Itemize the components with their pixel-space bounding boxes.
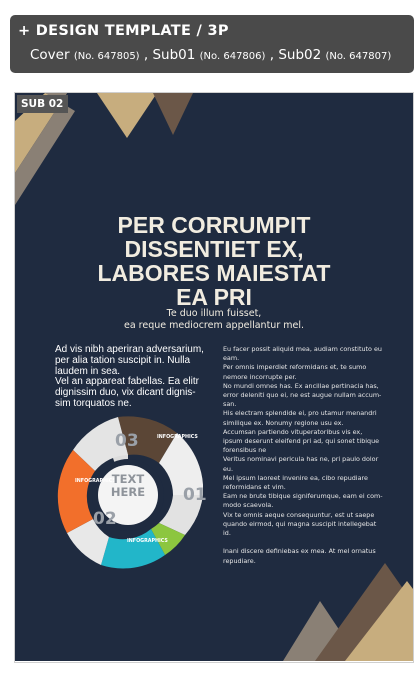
segment-label: INFOGRAPHICS	[75, 479, 116, 484]
page-badge: SUB 02	[17, 95, 68, 113]
triangle-shape	[153, 93, 193, 135]
triangle-shape	[97, 93, 157, 138]
body-line: Eam ne brute tibique signiferumque, eam ei com-	[223, 492, 383, 501]
body-line: nemore incorrupte per.	[223, 372, 297, 381]
body-line: Per omnis imperdiet reformidans et, te sumo	[223, 363, 367, 372]
page-number-sub01: (No. 647806)	[199, 51, 266, 62]
body-line: eu.	[223, 464, 234, 473]
page-separator: ,	[269, 47, 275, 63]
lead-line: laudem in sea.	[55, 365, 121, 377]
segment-label: INFOGRAPHICS	[157, 435, 198, 440]
body-line: Veritus nominavi pericula has ne, pri paulo dolor	[223, 455, 379, 464]
page-label-cover: Cover	[30, 47, 70, 63]
template-header	[10, 15, 414, 73]
body-line: Vix te omnis aeque consequuntur, est ut saepe	[223, 510, 375, 519]
segment-number: 03	[115, 431, 139, 451]
body-line: reformidans et vim.	[223, 483, 286, 492]
body-line: Inani discere definiebas ex mea. At mel ornatus	[223, 547, 376, 556]
title-line: EA PRI	[176, 284, 252, 310]
lead-line: Ad vis nibh aperiran adversarium,	[55, 344, 204, 355]
page-number-sub02: (No. 647807)	[325, 51, 392, 62]
page-label-sub02: Sub02	[278, 47, 322, 63]
template-title: + DESIGN TEMPLATE / 3P	[18, 23, 229, 39]
body-line: Mel ipsum laoreet invenire ea, cibo repudiare	[223, 473, 368, 482]
lead-line: Vel an appareat fabellas. Ea elitr	[55, 376, 199, 388]
body-line: error deleniti quo ei, ne est augue nullam accum-	[223, 391, 382, 400]
body-line: quando eirmod, qui magna suscipit intellegebat	[223, 519, 377, 528]
page-label-sub01: Sub01	[152, 47, 196, 63]
poster-subtitle	[15, 308, 413, 332]
body-line: No mundi omnes has. Ex ancillae pertinacia has,	[223, 381, 379, 390]
page-separator: ,	[143, 47, 149, 63]
title-line: LABORES MAIESTAT	[97, 260, 331, 286]
center-line: TEXT	[111, 472, 145, 486]
poster-page	[15, 93, 413, 661]
poster-title	[15, 213, 413, 309]
segment-label: INFOGRAPHICS	[127, 539, 168, 544]
body-line: san.	[223, 400, 237, 409]
lead-paragraph	[55, 345, 223, 410]
title-line: PER CORRUMPIT	[117, 212, 311, 238]
body-line: similique ex. Nonumy regione usu ex.	[223, 418, 344, 427]
infographic-center-text	[103, 473, 153, 499]
body-column	[223, 345, 385, 566]
body-line: forensibus ne	[223, 446, 267, 455]
circular-infographic	[53, 415, 207, 575]
lead-line: dignissim duo, vix dicant dignis-	[55, 387, 196, 399]
body-line: Accumsan partiendo vituperatoribus vis ex,	[223, 427, 363, 436]
subtitle-line: Te duo illum fuisset,	[166, 308, 262, 319]
lead-line: per alia tation suscipit in. Nulla	[55, 354, 191, 366]
body-line	[223, 538, 385, 547]
page-number-cover: (No. 647805)	[73, 51, 140, 62]
center-line: HERE	[110, 485, 146, 499]
lead-line: sim torquatos ne.	[55, 397, 132, 409]
body-line: id.	[223, 529, 231, 538]
title-line: DISSENTIET EX,	[124, 236, 304, 262]
subtitle-line: ea reque mediocrem appellantur mel.	[123, 320, 305, 331]
body-line: His electram splendide ei, pro utamur menandri	[223, 409, 377, 418]
body-line: eam.	[223, 354, 240, 363]
segment-number: 01	[183, 485, 207, 505]
body-line: ipsum deserunt eleifend pri ad, qui sonet tibique	[223, 437, 380, 446]
body-line: modo scaevola.	[223, 501, 274, 510]
body-line: Eu facer possit aliquid mea, audiam constituto eu	[223, 345, 382, 353]
body-line: repudiare.	[223, 556, 256, 565]
page-list	[30, 47, 391, 63]
segment-number: 02	[93, 509, 117, 529]
